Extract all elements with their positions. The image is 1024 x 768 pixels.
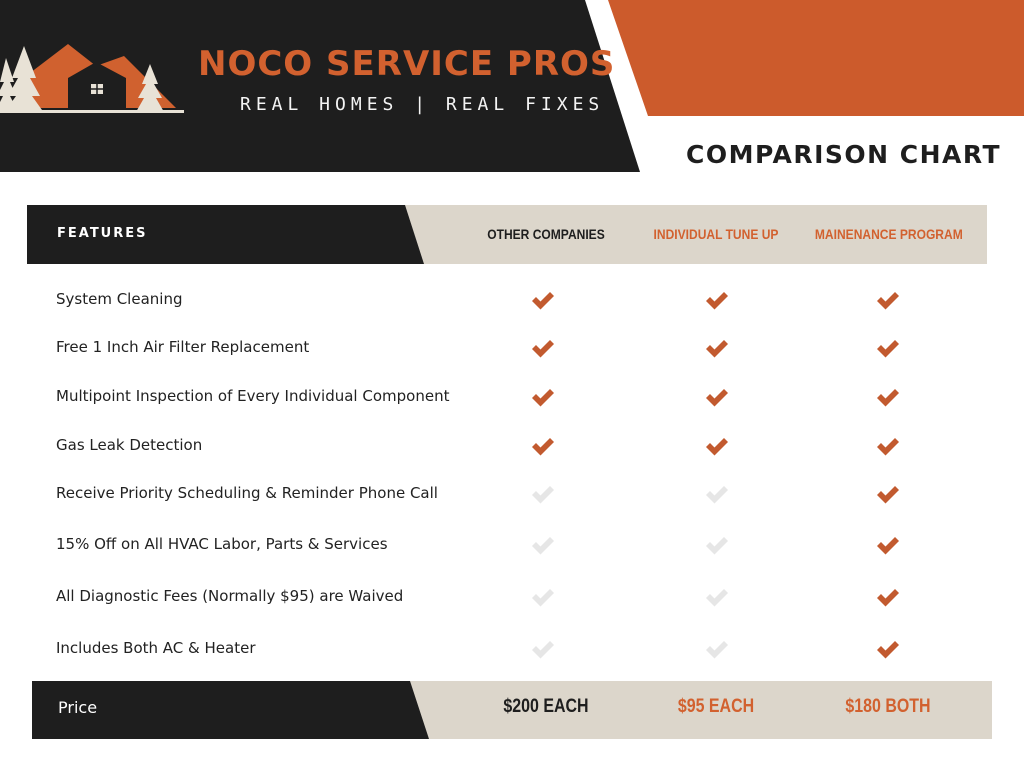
check-icon (876, 588, 900, 608)
check-icon-faded (705, 640, 729, 660)
column-header-other-companies: OTHER COMPANIES (487, 226, 605, 242)
check-icon (876, 291, 900, 311)
price-individual-tune-up: $95 EACH (677, 696, 755, 717)
check-icon-faded (531, 485, 555, 505)
check-icon (531, 339, 555, 359)
feature-row-label: Free 1 Inch Air Filter Replacement (56, 338, 310, 356)
check-icon-faded (531, 588, 555, 608)
feature-row-label: Receive Priority Scheduling & Reminder Phone Call (56, 484, 438, 502)
check-icon (876, 640, 900, 660)
check-icon (531, 291, 555, 311)
check-icon (705, 339, 729, 359)
check-icon (705, 437, 729, 457)
brand-tagline: REAL HOMES | REAL FIXES (240, 94, 605, 115)
check-icon (705, 291, 729, 311)
brand-name: NOCO SERVICE PROS (198, 44, 616, 84)
check-icon (531, 388, 555, 408)
check-icon-faded (705, 485, 729, 505)
price-maintenance-program: $180 BOTH (845, 696, 931, 717)
check-icon-faded (705, 536, 729, 556)
feature-row-label: All Diagnostic Fees (Normally $95) are Waived (56, 587, 404, 605)
price-row-label: Price (58, 698, 98, 717)
check-icon (705, 388, 729, 408)
check-icon (876, 388, 900, 408)
check-icon (876, 485, 900, 505)
feature-row-label: Gas Leak Detection (56, 436, 203, 454)
check-icon (876, 339, 900, 359)
check-icon-faded (531, 536, 555, 556)
column-header-maintenance-program: MAINENANCE PROGRAM (814, 226, 963, 242)
page-title: COMPARISON CHART (686, 140, 1002, 169)
feature-row-label: System Cleaning (56, 290, 183, 308)
check-icon (876, 437, 900, 457)
column-header-individual-tune-up: INDIVIDUAL TUNE UP (653, 226, 779, 242)
house-with-pine-trees-icon (0, 38, 190, 118)
check-icon-faded (531, 640, 555, 660)
feature-row-label: 15% Off on All HVAC Labor, Parts & Services (56, 535, 388, 553)
check-icon-faded (705, 588, 729, 608)
feature-row-label: Multipoint Inspection of Every Individual Component (56, 387, 450, 405)
check-icon (876, 536, 900, 556)
features-column-header: FEATURES (57, 226, 148, 241)
price-other-companies: $200 EACH (503, 696, 589, 717)
feature-row-label: Includes Both AC & Heater (56, 639, 256, 657)
check-icon (531, 437, 555, 457)
